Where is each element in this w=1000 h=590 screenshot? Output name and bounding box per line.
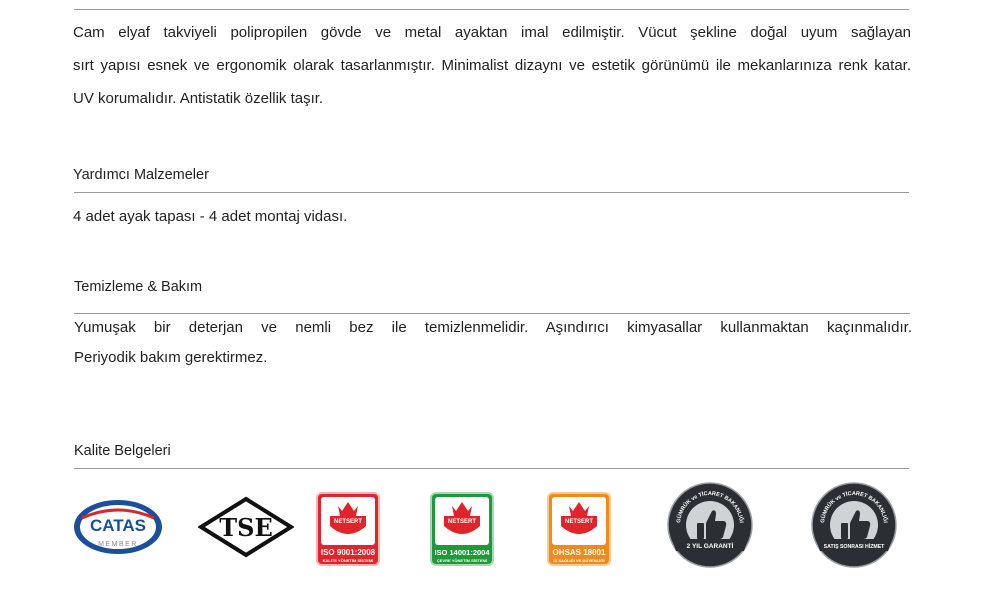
ohsas-brand: NETSERT (564, 519, 594, 525)
iso-14001-code: ISO 14001:2004 (434, 548, 490, 557)
accessories-text: 4 adet ayak tapası - 4 adet montaj vidası. (73, 208, 348, 225)
tse-logo (198, 496, 294, 558)
ohsas-18001-badge (547, 492, 611, 566)
care-line-1: Yumuşak bir deterjan ve nemli bez ile temizlenmelidir. Aşındırıcı kimyasallar kullanmaktan kaçınmalıdır. (74, 319, 912, 336)
iso-14001-badge (430, 492, 494, 566)
tse-name: TSE (219, 513, 273, 542)
iso-9001-sub: KALİTE YÖNETİM SİSTEMİ (322, 558, 374, 563)
description-line-2: sırt yapısı esnek ve ergonomik olarak tasarlanmıştır. Minimalist dizaynı ve estetik görünümü ile mekanlarınıza renk katar. (73, 57, 911, 74)
catas-member-logo (72, 498, 164, 556)
catas-sub: MEMBER (98, 541, 138, 548)
iso-14001-brand: NETSERT (447, 519, 477, 525)
iso-9001-brand: NETSERT (333, 519, 363, 525)
after-sales-service-seal (810, 481, 898, 569)
warranty-label: 2 YIL GARANTİ (686, 543, 734, 550)
care-paragraph (74, 313, 912, 373)
description-line-3: UV korumalıdır. Antistatik özellik taşır. (73, 90, 324, 107)
top-divider (74, 9, 909, 10)
iso-9001-code: ISO 9001:2008 (320, 548, 376, 557)
service-arc-text: GÜMRÜK ve TİCARET BAKANLIĞI (820, 490, 888, 524)
accessories-heading: Yardımcı Malzemeler (73, 167, 209, 183)
ohsas-code: OHSAS 18001 (552, 548, 606, 557)
warranty-arc-text: GÜMRÜK ve TİCARET BAKANLIĞI (676, 490, 744, 524)
iso-14001-sub: ÇEVRE YÖNETİM SİSTEMİ (436, 558, 488, 563)
certificates-heading: Kalite Belgeleri (74, 443, 171, 459)
care-line-2: Periyodik bakım gerektirmez. (74, 349, 268, 366)
accessories-divider (74, 192, 909, 193)
iso-9001-badge (316, 492, 380, 566)
catas-name: CATAS (89, 516, 147, 535)
description-paragraph (73, 16, 911, 115)
description-line-1: Cam elyaf takviyeli polipropilen gövde ve metal ayaktan imal edilmiştir. Vücut şekline doğal uyum sağlayan (73, 24, 911, 41)
ohsas-sub: İŞ SAĞLIĞI VE GÜVENLİĞİ (553, 558, 605, 563)
service-label: SATIŞ SONRASI HİZMET (823, 544, 885, 550)
certificates-divider (74, 468, 909, 469)
care-heading: Temizleme & Bakım (74, 279, 203, 295)
warranty-seal (666, 481, 754, 569)
